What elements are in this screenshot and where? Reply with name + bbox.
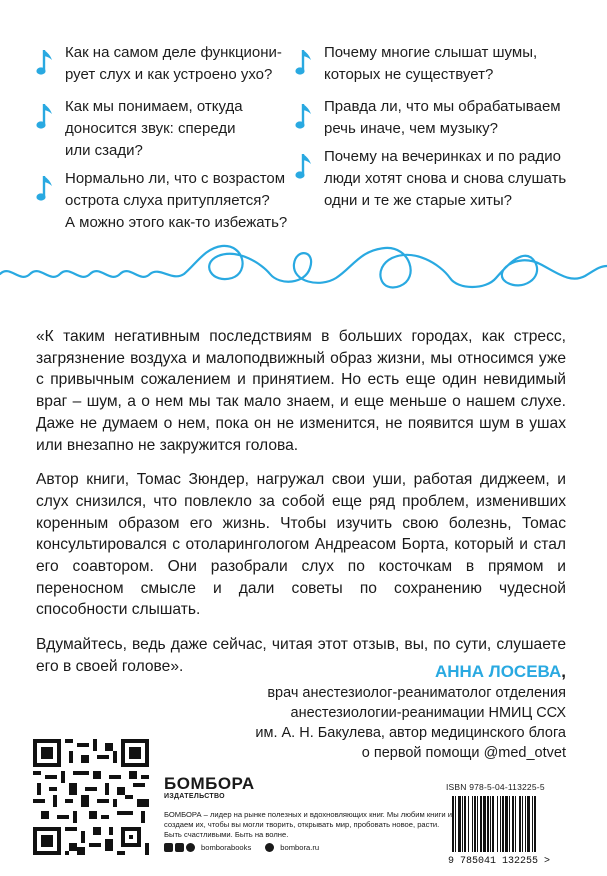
sound-wave-line xyxy=(0,238,607,308)
question-right-1 xyxy=(295,42,537,86)
question-left-2 xyxy=(36,96,243,162)
author-comma: , xyxy=(561,662,566,681)
publisher-logo xyxy=(164,775,255,800)
publisher-site: bombora.ru xyxy=(280,843,320,852)
question-text: Нормально ли, что с возрастом острота слуха притупляется? А можно этого как-то избежать? xyxy=(65,170,288,231)
question-text: Почему на вечеринках и по радио люди хотят снова и снова слушать одни и те же старые хиты? xyxy=(324,148,567,209)
question-right-3 xyxy=(295,146,566,212)
review-author xyxy=(200,661,566,763)
music-note-icon xyxy=(36,48,54,78)
publisher-name: БОМБОРА xyxy=(164,774,255,793)
question-left-1 xyxy=(36,42,282,86)
music-note-icon xyxy=(295,48,313,78)
question-text: Правда ли, что мы обрабатываем речь иначе, чем музыку? xyxy=(324,98,561,137)
music-note-icon xyxy=(295,152,313,182)
facebook-icon xyxy=(164,843,173,852)
author-description: врач анестезиолог-реаниматолог отделения анестезиологии-реанимации НМИЦ ССХ им. А. Н. Бакулева, автор медицинского блога о первой помощи @med_otvet xyxy=(255,685,566,761)
question-text: Как мы понимаем, откуда доносится звук: спереди или сзади? xyxy=(65,98,243,159)
instagram-icon xyxy=(186,843,195,852)
publisher-subtitle: ИЗДАТЕЛЬСТВО xyxy=(164,793,225,800)
question-text: Почему многие слышат шумы, которых не существует? xyxy=(324,44,538,83)
barcode-digits: 9 785041 132255 > xyxy=(448,856,551,866)
question-left-3 xyxy=(36,168,287,234)
music-note-icon xyxy=(295,102,313,132)
review-paragraph-2: Автор книги, Томас Зюндер, нагружал свои уши, работая диджеем, и слух снизился, что повлекло за собой еще ряд проблем, изменивших коренным образом его жизнь. Чтобы изучить свою болезнь, Томас консультировался с отоларингологом Андреасом Борта, который и стал его соавтором. Они разобрали слух по косточкам в прямом и переносном смысле и дали советы по сохранению чудесной способности слышать. xyxy=(36,471,566,619)
social-handle: bomborabooks xyxy=(201,843,252,852)
qr-code xyxy=(33,739,149,855)
barcode xyxy=(446,796,576,866)
publisher-social xyxy=(164,843,333,852)
publisher-tagline: БОМБОРА – лидер на рынке полезных и вдохновляющих книг. Мы любим книги и создаем их, чтобы вы могли творить, открывать мир, пробовать новое, расти. Быть счастливыми. Быть на волне. xyxy=(164,810,452,839)
isbn-label: ISBN 978-5-04-113225-5 xyxy=(446,782,545,792)
vk-icon xyxy=(175,843,184,852)
question-right-2 xyxy=(295,96,561,140)
question-text: Как на самом деле функциони- рует слух и как устроено ухо? xyxy=(65,44,282,83)
web-icon xyxy=(265,843,274,852)
music-note-icon xyxy=(36,102,54,132)
author-name-line xyxy=(200,661,566,683)
review-paragraph-3: Вдумайтесь, ведь даже сейчас, читая этот отзыв, вы, по сути, слушаете его в своей голове». xyxy=(36,636,566,675)
author-name: АННА ЛОСЕВА xyxy=(434,662,562,681)
music-note-icon xyxy=(36,174,54,204)
review-paragraph-1: «К таким негативным последствиям в больших городах, как стресс, загрязнение воздуха и малоподвижный образ жизни, мы относимся уже с привычным сожалением и принятием. Но есть еще один невидимый враг – шум, а о нем мы так мало знаем, и еще меньше о нашем слухе. Даже не думаем о нем, пока он не изменится, не появится шум в ушах или внезапно не закружится голова. xyxy=(36,328,566,454)
review-text xyxy=(36,326,566,691)
